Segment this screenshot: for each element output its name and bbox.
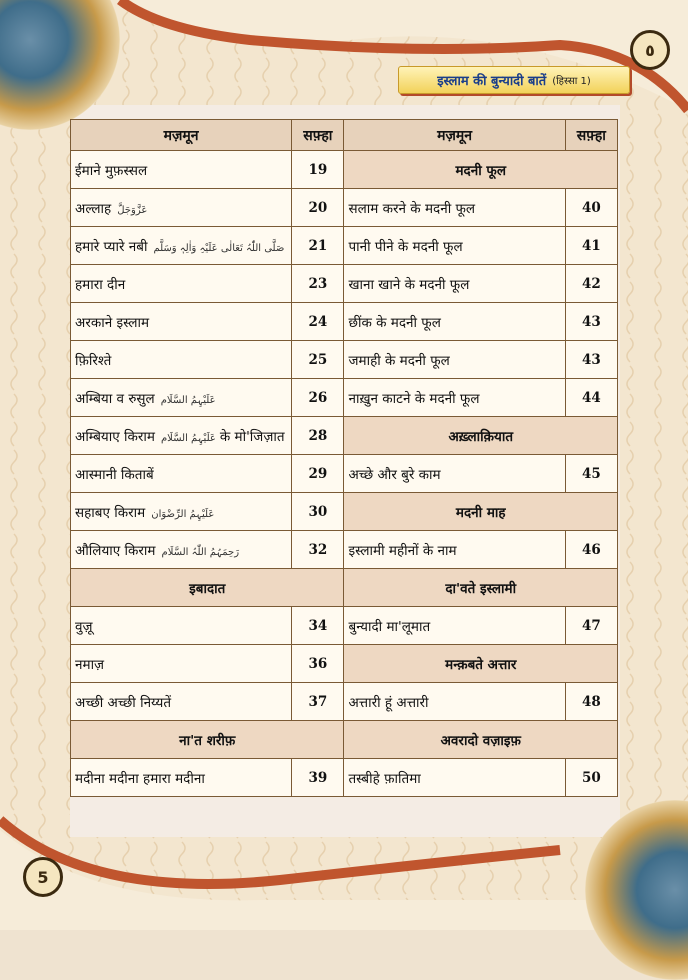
honorific-text: عَلَیْہِمُ الرِّضْوَان — [151, 508, 215, 520]
table-row — [71, 493, 618, 531]
page-number-cell: 42 — [565, 265, 617, 303]
table-row — [71, 455, 618, 493]
page-number-cell: 26 — [292, 379, 344, 417]
topic-title: इस्लामी महीनों के नाम — [348, 542, 457, 559]
page-number-cell: 30 — [292, 493, 344, 531]
topic-title: अम्बियाए किराम — [75, 428, 155, 445]
topic-title: बुन्यादी मा'लूमात — [348, 618, 431, 635]
page-number-cell: 23 — [292, 265, 344, 303]
section-heading: मदनी माह — [344, 493, 618, 531]
topic-title: खाना खाने के मदनी फूल — [348, 276, 470, 293]
right-topic-header: मज़मून — [344, 120, 565, 151]
page-number-cell: 47 — [565, 607, 617, 645]
topic-cell[interactable] — [71, 417, 292, 455]
topic-cell[interactable] — [344, 265, 565, 303]
page-number-cell: 25 — [292, 341, 344, 379]
topic-title: फ़िरिश्ते — [75, 352, 112, 369]
topic-title: तस्बीहे फ़ातिमा — [348, 770, 421, 787]
page-number-cell: 43 — [565, 341, 617, 379]
topic-title: नमाज़ — [75, 656, 105, 673]
table-row — [71, 417, 618, 455]
section-heading: अख़्लाक़ियात — [344, 417, 618, 455]
page-number-cell: 29 — [292, 455, 344, 493]
page-number-cell: 40 — [565, 189, 617, 227]
page-number-cell: 28 — [292, 417, 344, 455]
table-row — [71, 759, 618, 797]
section-heading: मदनी फूल — [344, 151, 618, 189]
topic-cell[interactable] — [71, 531, 292, 569]
right-page-header: सफ़्हा — [565, 120, 617, 151]
page-number-cell: 39 — [292, 759, 344, 797]
toc-header-row — [71, 120, 618, 151]
section-heading: मन्क़बते अत्तार — [344, 645, 618, 683]
table-row — [71, 227, 618, 265]
page-number-cell: 37 — [292, 683, 344, 721]
left-page-header: सफ़्हा — [292, 120, 344, 151]
topic-cell[interactable] — [71, 151, 292, 189]
page-number-cell: 43 — [565, 303, 617, 341]
table-row — [71, 379, 618, 417]
page-number-cell: 45 — [565, 455, 617, 493]
topic-title: वुज़ू — [75, 618, 93, 635]
page-number-cell: 50 — [565, 759, 617, 797]
page-number-cell: 41 — [565, 227, 617, 265]
section-heading: अवरादो वज़ाइफ़ — [344, 721, 618, 759]
table-row — [71, 151, 618, 189]
topic-cell[interactable] — [344, 189, 565, 227]
topic-title: सलाम करने के मदनी फूल — [348, 200, 476, 217]
topic-title: ईमाने मुफ़स्सल — [75, 162, 148, 179]
topic-cell[interactable] — [71, 227, 292, 265]
topic-cell[interactable] — [71, 189, 292, 227]
topic-title: आस्मानी किताबें — [75, 466, 154, 483]
table-row — [71, 303, 618, 341]
topic-cell[interactable] — [71, 683, 292, 721]
page-number-cell: 32 — [292, 531, 344, 569]
top-page-badge: ٥ — [630, 30, 670, 70]
topic-cell[interactable] — [71, 493, 292, 531]
topic-title: अम्बिया व रुसुल — [75, 390, 155, 407]
table-row — [71, 569, 618, 607]
section-heading: दा'वते इस्लामी — [344, 569, 618, 607]
table-row — [71, 265, 618, 303]
section-heading: ना'त शरीफ़ — [71, 721, 344, 759]
topic-cell[interactable] — [71, 303, 292, 341]
topic-cell[interactable] — [71, 455, 292, 493]
honorific-text: عَلَیْہِمُ السَّلَام — [160, 394, 216, 406]
table-row — [71, 721, 618, 759]
table-row — [71, 607, 618, 645]
topic-title: अत्तारी हूं अत्तारी — [348, 694, 429, 711]
topic-cell[interactable] — [344, 607, 565, 645]
topic-title: जमाही के मदनी फूल — [348, 352, 450, 369]
topic-cell[interactable] — [71, 759, 292, 797]
topic-title: छींक के मदनी फूल — [348, 314, 441, 331]
table-row — [71, 683, 618, 721]
topic-cell[interactable] — [71, 341, 292, 379]
topic-cell[interactable] — [71, 645, 292, 683]
topic-title: औलियाए किराम — [75, 542, 156, 559]
topic-title: हमारा दीन — [75, 276, 126, 293]
honorific-text: عَزَّوَجَلَّ — [117, 204, 148, 216]
table-row — [71, 189, 618, 227]
page-number-cell: 21 — [292, 227, 344, 265]
topic-cell[interactable] — [344, 379, 565, 417]
page-number-cell: 44 — [565, 379, 617, 417]
table-of-contents — [70, 119, 618, 797]
topic-cell[interactable] — [344, 455, 565, 493]
topic-cell[interactable] — [344, 531, 565, 569]
table-row — [71, 645, 618, 683]
topic-title: मदीना मदीना हमारा मदीना — [75, 770, 205, 787]
honorific-text: رَحِمَہُمُ اللّٰہُ السَّلَام — [161, 546, 240, 558]
toc-body — [71, 151, 618, 797]
section-heading: इबादात — [71, 569, 344, 607]
topic-title: अच्छे और बुरे काम — [348, 466, 441, 483]
topic-cell[interactable] — [71, 607, 292, 645]
topic-title: सहाबए किराम — [75, 504, 146, 521]
topic-title: हमारे प्यारे नबी — [75, 238, 148, 255]
topic-cell[interactable] — [71, 265, 292, 303]
book-title: इस्लाम की बुन्यादी बातें — [437, 74, 547, 89]
page-number-cell: 20 — [292, 189, 344, 227]
left-topic-header: मज़मून — [71, 120, 292, 151]
topic-cell[interactable] — [71, 379, 292, 417]
topic-cell[interactable] — [344, 759, 565, 797]
topic-title: नाख़ुन काटने के मदनी फूल — [348, 390, 480, 407]
topic-cell[interactable] — [344, 683, 565, 721]
page-number-cell: 19 — [292, 151, 344, 189]
page-number-cell: 48 — [565, 683, 617, 721]
topic-title: पानी पीने के मदनी फूल — [348, 238, 463, 255]
page-number-badge: 5 — [23, 857, 63, 897]
topic-title: अरकाने इस्लाम — [75, 314, 150, 331]
topic-cell[interactable] — [344, 303, 565, 341]
table-row — [71, 341, 618, 379]
page-number-cell: 46 — [565, 531, 617, 569]
topic-title: अल्लाह — [75, 200, 112, 217]
honorific-text: عَلَیْہِمُ السَّلَام — [160, 432, 216, 444]
page-number-cell: 36 — [292, 645, 344, 683]
book-title-banner — [398, 66, 630, 94]
topic-title: अच्छी अच्छी निय्यतें — [75, 694, 172, 711]
page-number-cell: 24 — [292, 303, 344, 341]
topic-title-continued: के मो'जिज़ात — [219, 428, 285, 445]
page-number-cell: 34 — [292, 607, 344, 645]
table-row — [71, 531, 618, 569]
honorific-text: صَلَّی اللّٰہُ تَعَالٰی عَلَیْہِ وَاٰلِہٖ وَسَلَّم — [153, 242, 285, 254]
topic-cell[interactable] — [344, 341, 565, 379]
topic-cell[interactable] — [344, 227, 565, 265]
book-volume: (हिस्सा 1) — [552, 76, 591, 87]
